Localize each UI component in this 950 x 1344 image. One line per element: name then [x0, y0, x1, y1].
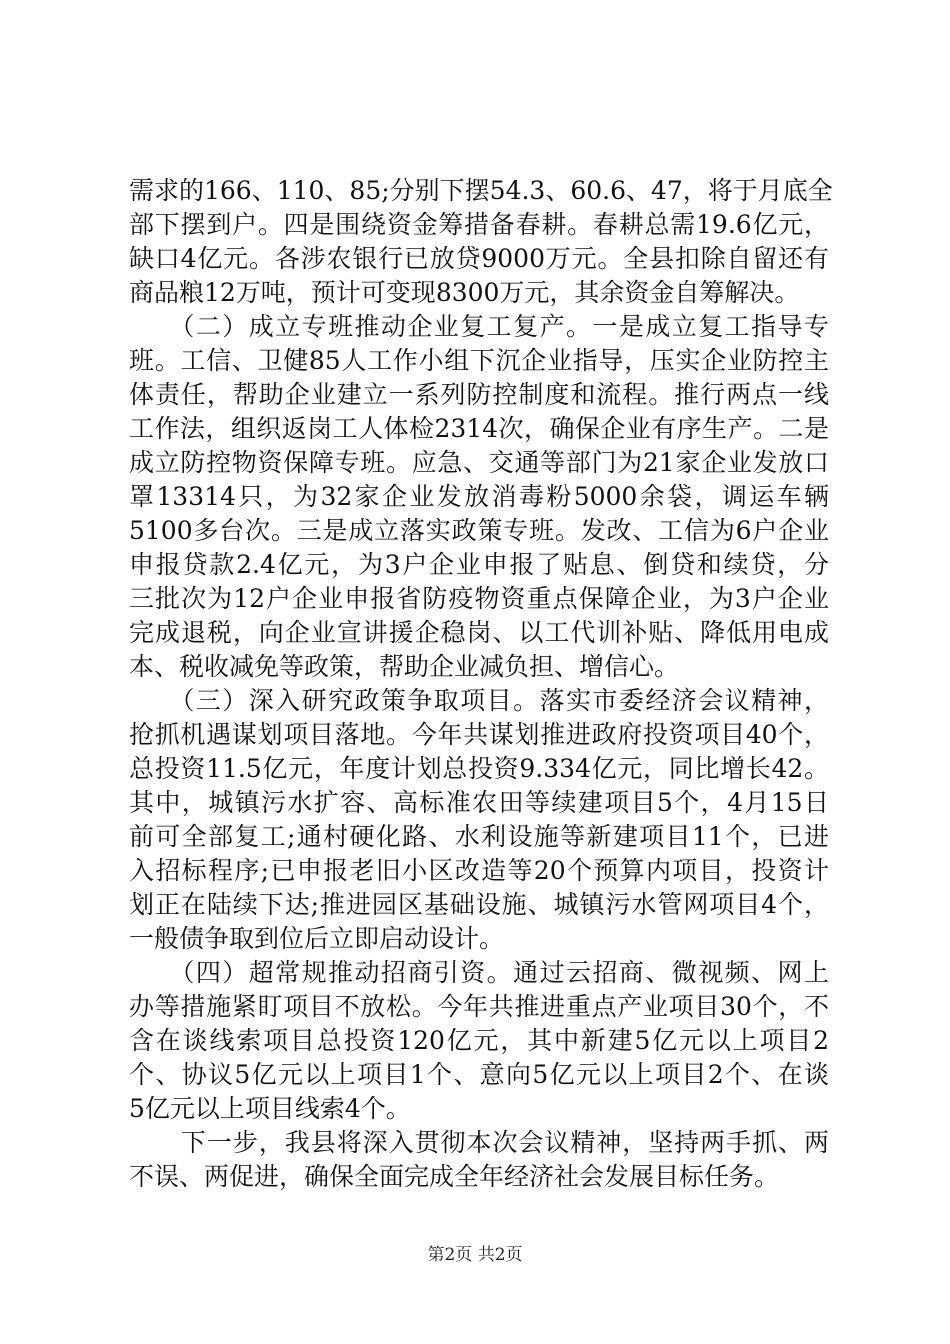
text-line: 总投资11.5亿元，年度计划总投资9.334亿元，同比增长42。 — [129, 754, 829, 783]
text-line: 完成退税，向企业宣讲援企稳岗、以工代训补贴、降低用电成 — [129, 618, 829, 647]
text-line: 商品粮12万吨，预计可变现8300万元，其余资金自筹解决。 — [129, 278, 800, 307]
text-line: 缺口4亿元。各涉农银行已放贷9000万元。全县扣除自留还有 — [129, 244, 829, 273]
text-line: 含在谈线索项目总投资120亿元，其中新建5亿元以上项目2 — [129, 1026, 829, 1055]
text-line: 班。工信、卫健85人工作小组下沉企业指导，压实企业防控主 — [129, 346, 829, 375]
text-line: 不误、两促进，确保全面完成全年经济社会发展目标任务。 — [129, 1162, 780, 1191]
text-line: 部下摆到户。四是围绕资金筹措备春耕。春耕总需19.6亿元， — [129, 210, 829, 239]
document-body — [129, 174, 833, 1194]
text-line: 抢抓机遇谋划项目落地。今年共谋划推进政府投资项目40个， — [129, 720, 829, 749]
text-line: 工作法，组织返岗工人体检2314次，确保企业有序生产。二是 — [129, 414, 829, 443]
text-line: 入招标程序;已申报老旧小区改造等20个预算内项目，投资计 — [129, 856, 829, 885]
text-line: 5100多台次。三是成立落实政策专班。发改、工信为6户企业 — [129, 516, 829, 545]
text-line: 其中，城镇污水扩容、高标准农田等续建项目5个，4月15日 — [129, 788, 829, 817]
text-line: 本、税收减免等政策，帮助企业减负担、增信心。 — [129, 652, 680, 681]
page-footer: 第2页 共2页 — [427, 1245, 523, 1265]
text-line: 需求的166、110、85;分别下摆54.3、60.6、47，将于月底全 — [129, 176, 833, 205]
text-line: 个、协议5亿元以上项目1个、意向5亿元以上项目2个、在谈 — [129, 1060, 829, 1089]
text-line: （二）成立专班推动企业复工复产。一是成立复工指导专 — [129, 312, 829, 341]
text-line: （三）深入研究政策争取项目。落实市委经济会议精神， — [129, 686, 829, 715]
text-line: 下一步，我县将深入贯彻本次会议精神，坚持两手抓、两 — [129, 1128, 829, 1157]
text-line: 一般债争取到位后立即启动设计。 — [129, 924, 505, 953]
text-line: 三批次为12户企业申报省防疫物资重点保障企业，为3户企业 — [129, 584, 829, 613]
text-line: 前可全部复工;通村硬化路、水利设施等新建项目11个，已进 — [129, 822, 829, 851]
text-line: 体责任，帮助企业建立一系列防控制度和流程。推行两点一线 — [129, 380, 829, 409]
text-line: 申报贷款2.4亿元，为3户企业申报了贴息、倒贷和续贷，分 — [129, 550, 829, 579]
text-line: 成立防控物资保障专班。应急、交通等部门为21家企业发放口 — [129, 448, 829, 477]
text-line: 5亿元以上项目线索4个。 — [129, 1094, 411, 1123]
text-line: 划正在陆续下达;推进园区基础设施、城镇污水管网项目4个， — [129, 890, 829, 919]
text-line: 办等措施紧盯项目不放松。今年共推进重点产业项目30个，不 — [129, 992, 829, 1021]
text-line: （四）超常规推动招商引资。通过云招商、微视频、网上 — [129, 958, 829, 987]
text-line: 罩13314只，为32家企业发放消毒粉5000余袋，调运车辆 — [129, 482, 829, 511]
